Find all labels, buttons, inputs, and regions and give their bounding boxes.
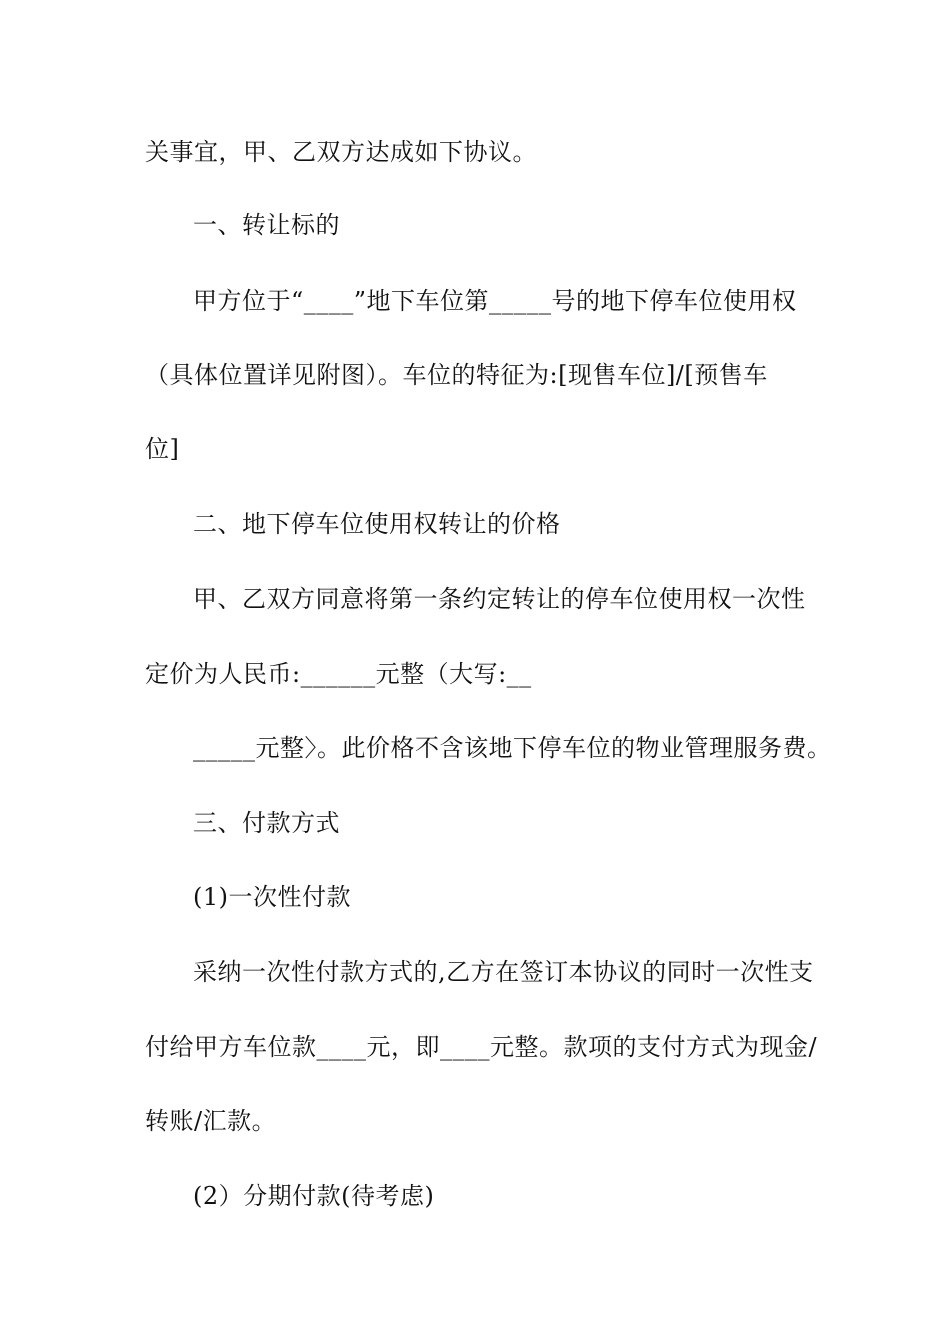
- paragraph-line: 付给甲方车位款____元，即____元整。款项的支付方式为现金/: [145, 1033, 818, 1061]
- paragraph-line: 位]: [145, 435, 180, 463]
- subsection-heading: (2）分期付款(待考虑): [193, 1182, 435, 1210]
- section-heading-2: 二、地下停车位使用权转让的价格: [193, 510, 561, 538]
- subsection-heading: (1)一次性付款: [193, 883, 351, 911]
- section-heading-3: 三、付款方式: [193, 809, 340, 837]
- paragraph-line: （具体位置详见附图）。车位的特征为:[现售车位]/[预售车: [145, 361, 768, 389]
- paragraph-line: 甲、乙双方同意将第一条约定转让的停车位使用权一次性: [193, 585, 806, 613]
- paragraph-line: _____元整〉。此价格不含该地下停车位的物业管理服务费。: [193, 734, 832, 762]
- section-heading-1: 一、转让标的: [193, 211, 340, 239]
- paragraph-line: 采纳一次性付款方式的,乙方在签订本协议的同时一次性支: [193, 958, 814, 986]
- paragraph-line: 甲方位于“____”地下车位第_____号的地下停车位使用权: [193, 287, 797, 315]
- paragraph-line: 定价为人民币:______元整（大写:__: [145, 660, 532, 688]
- paragraph-line: 转账/汇款。: [145, 1107, 277, 1135]
- paragraph-line: 关事宜，甲、乙双方达成如下协议。: [145, 138, 537, 166]
